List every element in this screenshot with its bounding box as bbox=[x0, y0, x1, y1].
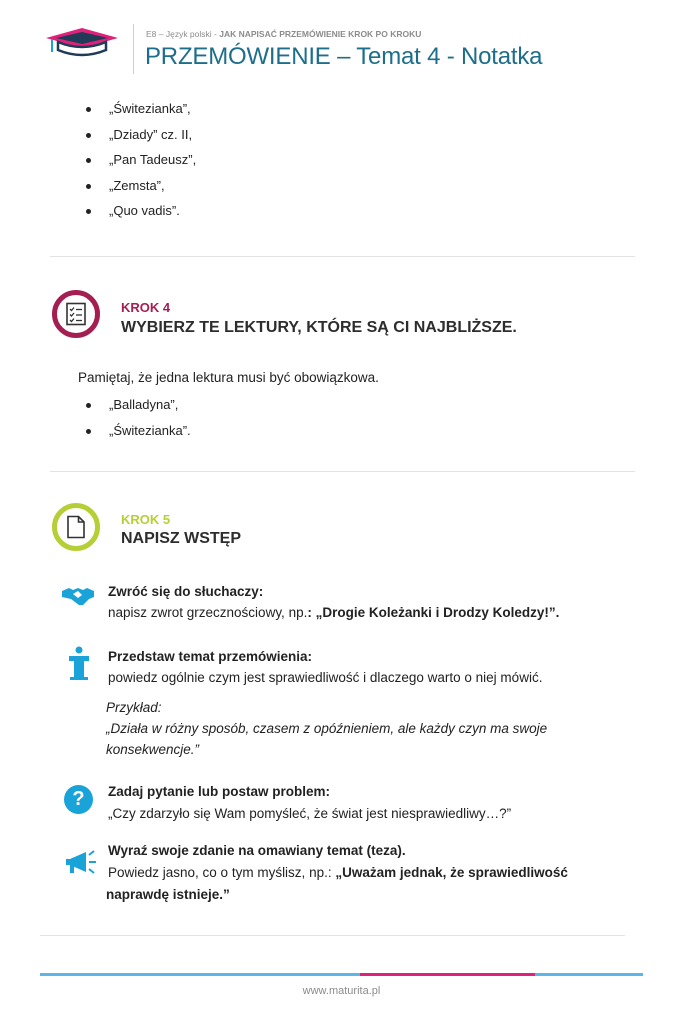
footer-line bbox=[40, 973, 643, 976]
address-heading: Zwróć się do słuchaczy: bbox=[108, 584, 264, 599]
section-divider bbox=[40, 935, 625, 936]
section-divider bbox=[50, 256, 635, 257]
page-title: PRZEMÓWIENIE – Temat 4 - Notatka bbox=[145, 43, 543, 70]
speaker-podium-icon bbox=[69, 646, 89, 680]
question-text: „Czy zdarzyło się Wam pomyśleć, że świat jest niesprawiedliwy…?” bbox=[108, 806, 512, 821]
step4-label: KROK 4 bbox=[121, 300, 171, 315]
step4-title: WYBIERZ TE LEKTURY, KTÓRE SĄ CI NAJBLIŻSZE. bbox=[121, 319, 517, 336]
list-item: „Pan Tadeusz”, bbox=[82, 152, 196, 178]
section-divider bbox=[50, 471, 635, 472]
thesis-text: Powiedz jasno, co o tym myślisz, np.: „Uważam jednak, że sprawiedliwość bbox=[108, 865, 568, 880]
chosen-readings-list bbox=[82, 397, 191, 448]
topic-heading: Przedstaw temat przemówienia: bbox=[108, 649, 313, 664]
example-label: Przykład: bbox=[106, 700, 162, 715]
step5-label: KROK 5 bbox=[121, 512, 171, 527]
thesis-heading: Wyraź swoje zdanie na omawiany temat (teza). bbox=[108, 843, 406, 858]
list-item: „Balladyna”, bbox=[82, 397, 191, 423]
example-line: konsekwencje.” bbox=[106, 742, 200, 757]
megaphone-icon bbox=[64, 848, 98, 876]
list-item: „Świtezianka”. bbox=[82, 423, 191, 449]
graduation-cap-logo bbox=[44, 26, 120, 58]
document-icon bbox=[66, 515, 86, 539]
readings-list bbox=[82, 101, 196, 229]
list-item: „Quo vadis”. bbox=[82, 203, 196, 229]
list-item: „Świtezianka”, bbox=[82, 101, 196, 127]
breadcrumb: E8 – Język polski - JAK NAPISAĆ PRZEMÓWIENIE KROK PO KROKU bbox=[146, 29, 422, 39]
step4-note: Pamiętaj, że jedna lektura musi być obowiązkowa. bbox=[78, 370, 379, 385]
thesis-text-continued: naprawdę istnieje.” bbox=[106, 887, 230, 902]
step5-badge bbox=[52, 503, 100, 551]
question-heading: Zadaj pytanie lub postaw problem: bbox=[108, 784, 331, 799]
checklist-icon bbox=[65, 302, 87, 326]
address-text: napisz zwrot grzecznościowy, np.: „Drogie Koleżanki i Drodzy Koledzy!”. bbox=[108, 605, 560, 620]
topic-text: powiedz ogólnie czym jest sprawiedliwość i dlaczego warto o niej mówić. bbox=[108, 670, 543, 685]
question-mark-icon: ? bbox=[64, 785, 93, 814]
header-divider bbox=[133, 24, 134, 74]
list-item: „Dziady” cz. II, bbox=[82, 127, 196, 153]
list-item: „Zemsta”, bbox=[82, 178, 196, 204]
example-line: „Działa w różny sposób, czasem z opóźnieniem, ale każdy czyn ma swoje bbox=[106, 721, 548, 736]
step5-title: NAPISZ WSTĘP bbox=[121, 530, 242, 547]
step4-badge bbox=[52, 290, 100, 338]
footer-accent bbox=[360, 973, 535, 976]
handshake-icon bbox=[61, 585, 95, 607]
footer-url[interactable]: www.maturita.pl bbox=[302, 985, 381, 997]
